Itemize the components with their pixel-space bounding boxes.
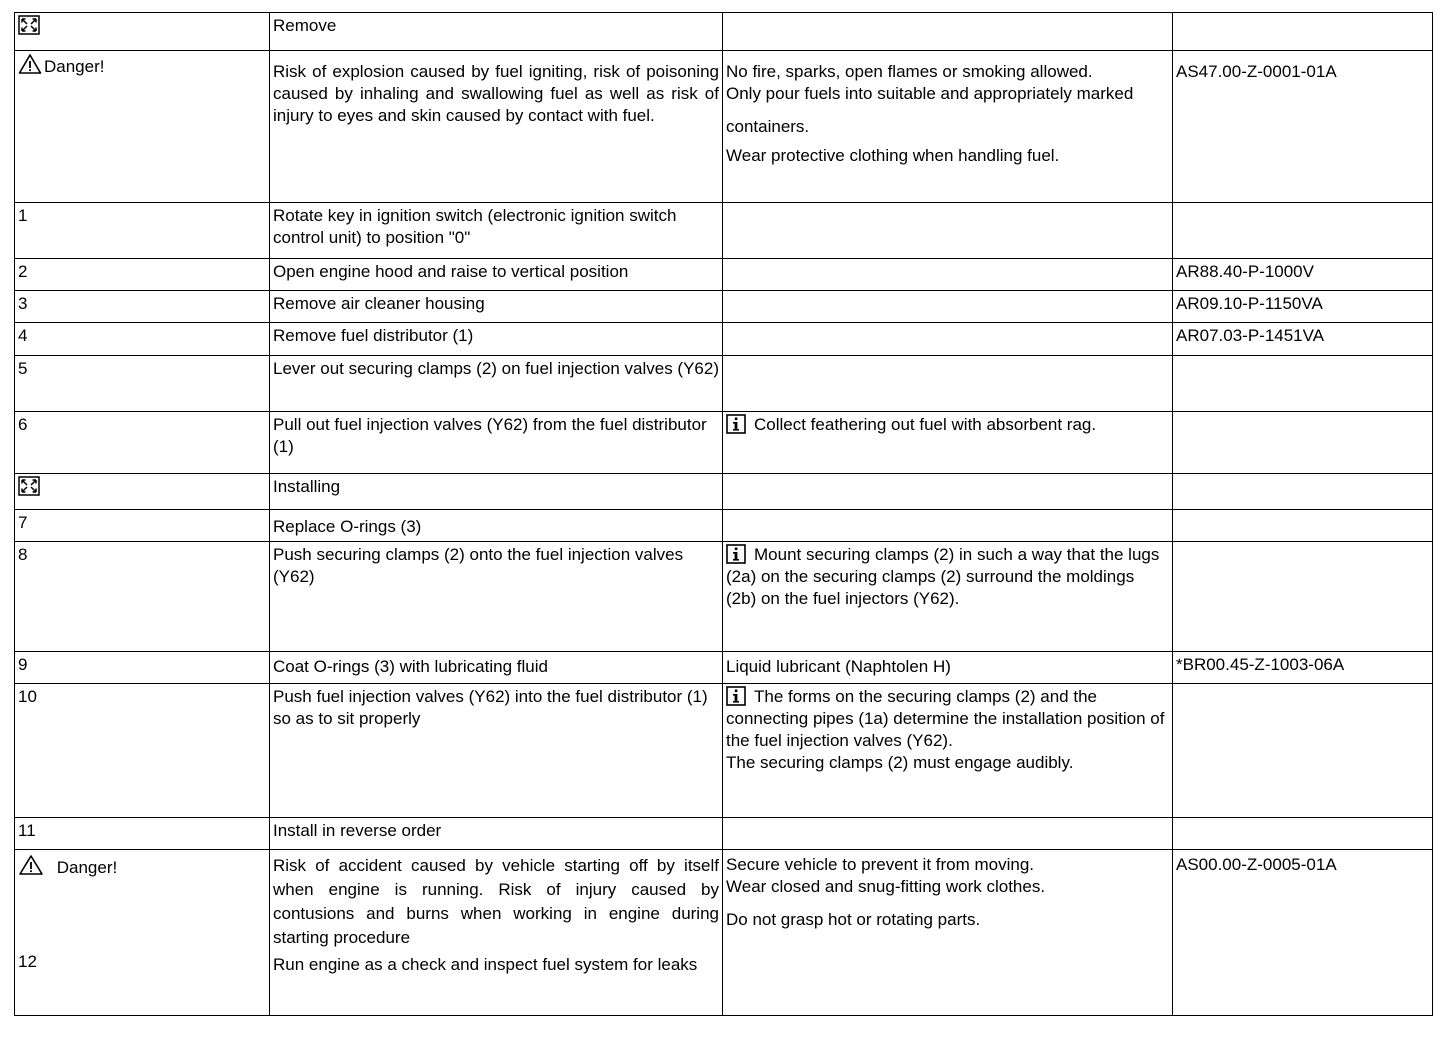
step-row-10 — [15, 684, 1433, 818]
section-icon-cell — [15, 474, 270, 510]
danger-measures — [723, 850, 1173, 1016]
step-text: Rotate key in ignition switch (electronic ignition switch control unit) to position "0" — [270, 203, 723, 259]
danger-label-cell — [15, 850, 270, 1016]
step-number: 11 — [15, 818, 270, 850]
measure-line: Wear protective clothing when handling fuel. — [726, 146, 1060, 165]
empty-cell — [723, 323, 1173, 356]
empty-cell — [723, 291, 1173, 323]
procedure-table — [14, 12, 1433, 1016]
empty-cell — [1173, 412, 1433, 474]
step-text: Remove air cleaner housing — [270, 291, 723, 323]
empty-cell — [1173, 356, 1433, 412]
empty-cell — [723, 818, 1173, 850]
step-row-6 — [15, 412, 1433, 474]
step-row-7 — [15, 510, 1433, 542]
step-number: 5 — [15, 356, 270, 412]
step-row-2 — [15, 259, 1433, 291]
section-row-installing — [15, 474, 1433, 510]
step-number: 10 — [15, 684, 270, 818]
danger-label-cell — [15, 51, 270, 203]
step-number: 2 — [15, 259, 270, 291]
danger-measures — [723, 51, 1173, 203]
measure-line: Wear closed and snug-fitting work clothes. — [726, 877, 1046, 896]
step-text: Run engine as a check and inspect fuel system for leaks — [273, 955, 698, 974]
danger-row-fuel — [15, 51, 1433, 203]
info-icon — [726, 414, 746, 434]
reference-code: AR09.10-P-1150VA — [1173, 291, 1433, 323]
reference-code: *BR00.45-Z-1003-06A — [1173, 652, 1433, 684]
reference-code: AR88.40-P-1000V — [1173, 259, 1433, 291]
step-text: Push securing clamps (2) onto the fuel injection valves (Y62) — [270, 542, 723, 652]
info-icon — [726, 544, 746, 564]
empty-cell — [1173, 542, 1433, 652]
section-title: Remove — [270, 13, 723, 51]
danger-risk-text: Risk of explosion caused by fuel igniting, risk of poisoning caused by inhaling and swallowing fuel as well as risk of injury to eyes and skin caused by contact with fuel. — [270, 51, 723, 203]
reference-code: AS47.00-Z-0001-01A — [1173, 51, 1433, 203]
empty-cell — [1173, 684, 1433, 818]
step-row-11 — [15, 818, 1433, 850]
danger-risk-text: Risk of accident caused by vehicle starting off by itself when engine is running. Risk of injury caused by contusions and burns when working in engine during starting procedure — [273, 856, 719, 947]
note-text: The forms on the securing clamps (2) and the connecting pipes (1a) determine the installation position of the fuel injection valves (Y62). — [726, 687, 1165, 750]
warning-triangle-icon — [18, 53, 42, 75]
section-expand-icon — [18, 15, 40, 35]
note-text: Liquid lubricant (Naphtolen H) — [723, 652, 1173, 684]
empty-cell — [723, 259, 1173, 291]
empty-cell — [723, 13, 1173, 51]
step-text: Install in reverse order — [270, 818, 723, 850]
note-cell — [723, 542, 1173, 652]
step-number: 3 — [15, 291, 270, 323]
note-text: Mount securing clamps (2) in such a way that the lugs (2a) on the securing clamps (2) surround the moldings (2b) on the fuel injectors (Y62). — [726, 545, 1160, 608]
step-text: Coat O-rings (3) with lubricating fluid — [270, 652, 723, 684]
empty-cell — [1173, 510, 1433, 542]
empty-cell — [723, 356, 1173, 412]
step-row-4 — [15, 323, 1433, 356]
step-row-1 — [15, 203, 1433, 259]
step-number: 9 — [15, 652, 270, 684]
danger-row-engine — [15, 850, 1433, 1016]
step-row-8 — [15, 542, 1433, 652]
note-text: The securing clamps (2) must engage audibly. — [726, 753, 1074, 772]
step-number: 4 — [15, 323, 270, 356]
empty-cell — [1173, 13, 1433, 51]
step-text: Replace O-rings (3) — [270, 510, 723, 542]
note-cell — [723, 684, 1173, 818]
empty-cell — [723, 474, 1173, 510]
empty-cell — [723, 510, 1173, 542]
step-number: 7 — [15, 510, 270, 542]
danger-and-step-cell — [270, 850, 723, 1016]
note-cell — [723, 412, 1173, 474]
info-icon — [726, 686, 746, 706]
empty-cell — [723, 203, 1173, 259]
warning-triangle-icon — [18, 854, 44, 876]
step-row-9 — [15, 652, 1433, 684]
measure-line: Only pour fuels into suitable and appropriately marked containers. — [726, 84, 1134, 136]
step-text: Remove fuel distributor (1) — [270, 323, 723, 356]
step-number: 1 — [15, 203, 270, 259]
measure-line: Secure vehicle to prevent it from moving. — [726, 855, 1035, 874]
empty-cell — [1173, 474, 1433, 510]
measure-line: No fire, sparks, open flames or smoking allowed. — [726, 62, 1093, 81]
step-row-5 — [15, 356, 1433, 412]
reference-code: AR07.03-P-1451VA — [1173, 323, 1433, 356]
step-text: Lever out securing clamps (2) on fuel injection valves (Y62) — [270, 356, 723, 412]
danger-label: Danger! — [56, 858, 118, 877]
step-row-3 — [15, 291, 1433, 323]
empty-cell — [1173, 818, 1433, 850]
empty-cell — [1173, 203, 1433, 259]
step-text: Push fuel injection valves (Y62) into the fuel distributor (1) so as to sit properly — [270, 684, 723, 818]
reference-code: AS00.00-Z-0005-01A — [1173, 850, 1433, 1016]
step-number: 6 — [15, 412, 270, 474]
step-text: Pull out fuel injection valves (Y62) from the fuel distributor (1) — [270, 412, 723, 474]
section-row-remove — [15, 13, 1433, 51]
section-title: Installing — [270, 474, 723, 510]
note-text: Collect feathering out fuel with absorbent rag. — [754, 415, 1097, 434]
danger-label: Danger! — [44, 57, 105, 76]
step-text: Open engine hood and raise to vertical position — [270, 259, 723, 291]
section-icon-cell — [15, 13, 270, 51]
step-number: 12 — [18, 952, 37, 971]
section-expand-icon — [18, 476, 40, 496]
step-number: 8 — [15, 542, 270, 652]
measure-line: Do not grasp hot or rotating parts. — [726, 910, 981, 929]
